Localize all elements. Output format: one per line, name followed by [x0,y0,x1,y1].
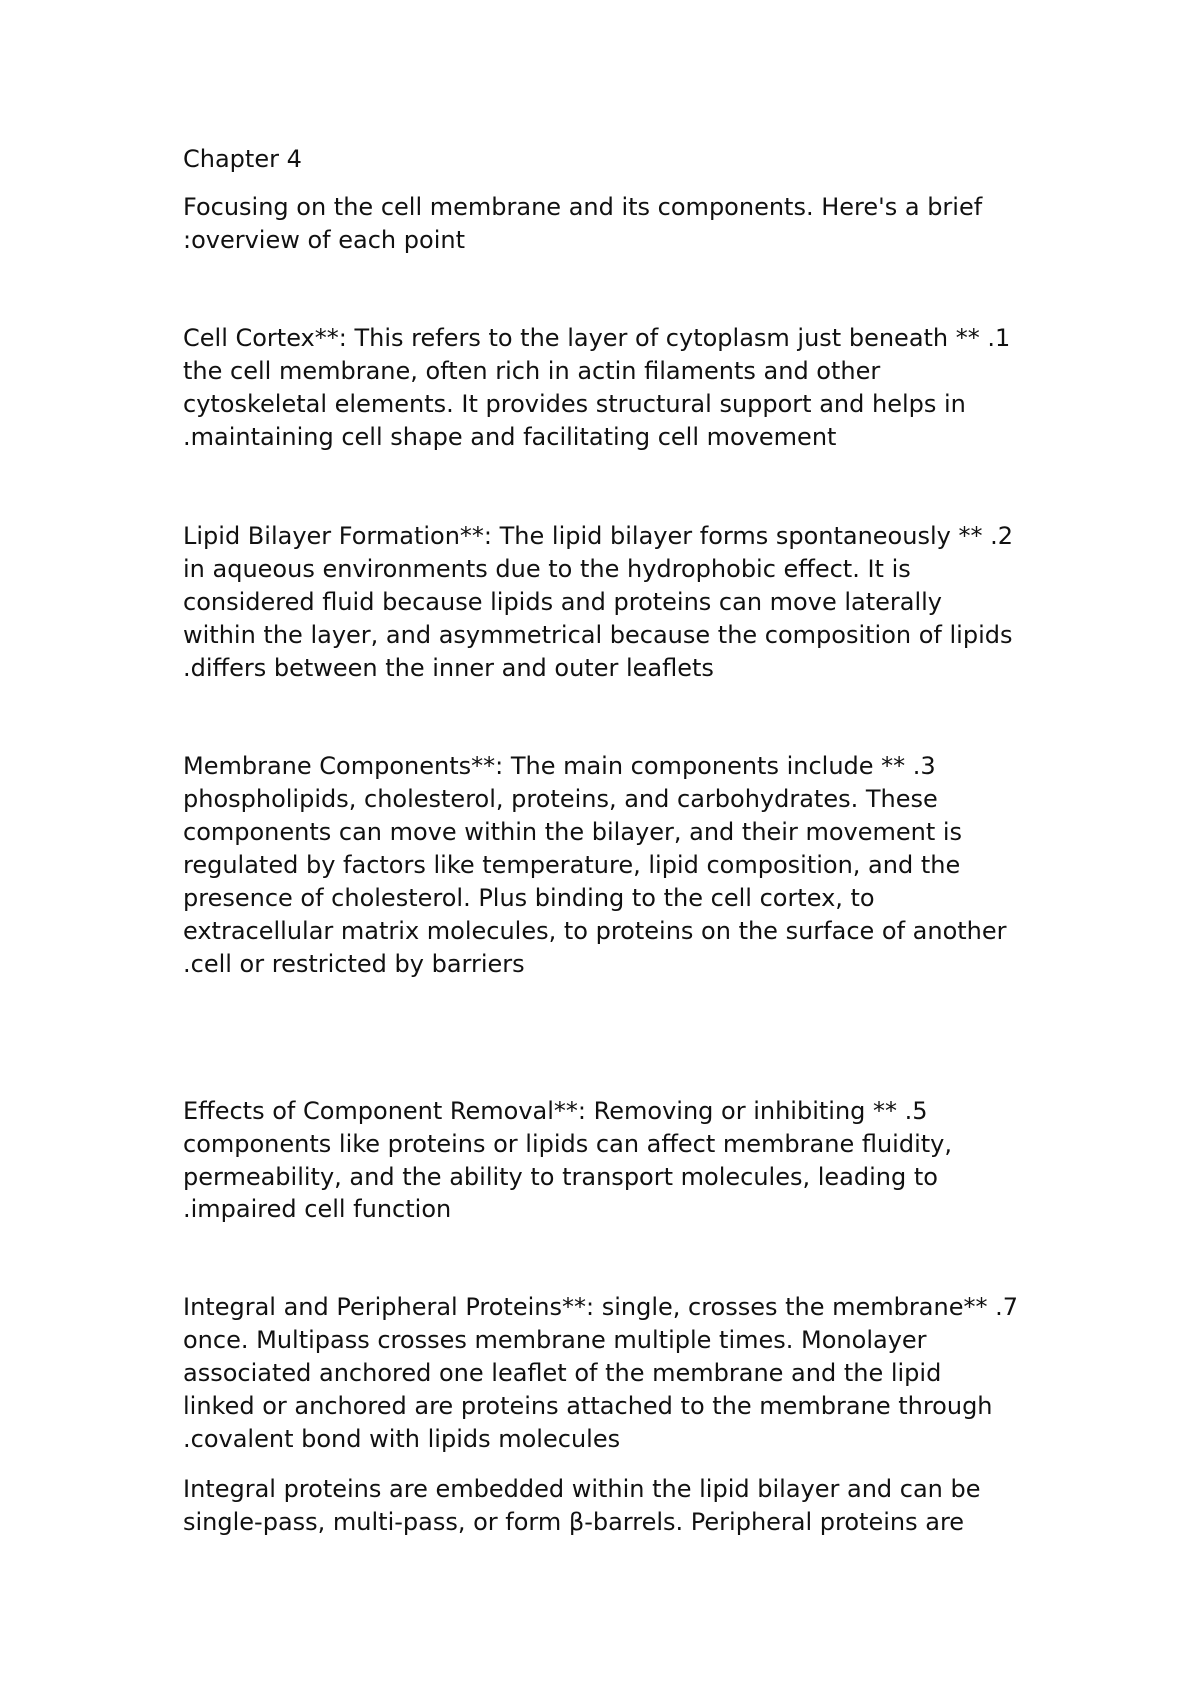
section-7-line: linked or anchored are proteins attached to the membrane through [183,1392,993,1420]
section-3-line: Membrane Components**: The main components include ** .3 [183,752,936,780]
section-2-line: considered fluid because lipids and proteins can move laterally [183,588,942,616]
section-2-line: Lipid Bilayer Formation**: The lipid bilayer forms spontaneously ** .2 [183,522,1013,550]
section-1-line: the cell membrane, often rich in actin filaments and other [183,357,881,385]
section-2-line: within the layer, and asymmetrical because the composition of lipids [183,621,1013,649]
section-3-line: regulated by factors like temperature, lipid composition, and the [183,851,961,879]
protein-summary-line: Integral proteins are embedded within the lipid bilayer and can be [183,1475,981,1503]
section-3-line: .cell or restricted by barriers [183,950,525,978]
protein-summary-line: single-pass, multi-pass, or form β-barrels. Peripheral proteins are [183,1508,965,1536]
section-3-line: components can move within the bilayer, and their movement is [183,818,963,846]
intro-line: :overview of each point [183,226,465,254]
chapter-title: Chapter 4 [183,145,302,173]
section-3-line: extracellular matrix molecules, to proteins on the surface of another [183,917,1007,945]
section-1-line: .maintaining cell shape and facilitating cell movement [183,423,837,451]
section-3-line: presence of cholesterol. Plus binding to the cell cortex, to [183,884,875,912]
section-7-line: .covalent bond with lipids molecules [183,1425,621,1453]
section-7-line: Integral and Peripheral Proteins**: single, crosses the membrane** .7 [183,1293,1018,1321]
section-5-line: components like proteins or lipids can affect membrane fluidity, [183,1130,952,1158]
section-1-line: cytoskeletal elements. It provides structural support and helps in [183,390,966,418]
section-1-line: Cell Cortex**: This refers to the layer of cytoplasm just beneath ** .1 [183,324,1011,352]
intro-line: Focusing on the cell membrane and its components. Here's a brief [183,193,983,221]
section-7-line: once. Multipass crosses membrane multiple times. Monolayer [183,1326,927,1354]
section-5-line: Effects of Component Removal**: Removing or inhibiting ** .5 [183,1097,928,1125]
section-5-line: permeability, and the ability to transport molecules, leading to [183,1163,938,1191]
section-7-line: associated anchored one leaflet of the membrane and the lipid [183,1359,942,1387]
section-2-line: .differs between the inner and outer leaflets [183,654,714,682]
section-2-line: in aqueous environments due to the hydrophobic effect. It is [183,555,911,583]
section-3-line: phospholipids, cholesterol, proteins, and carbohydrates. These [183,785,938,813]
section-5-line: .impaired cell function [183,1195,452,1223]
